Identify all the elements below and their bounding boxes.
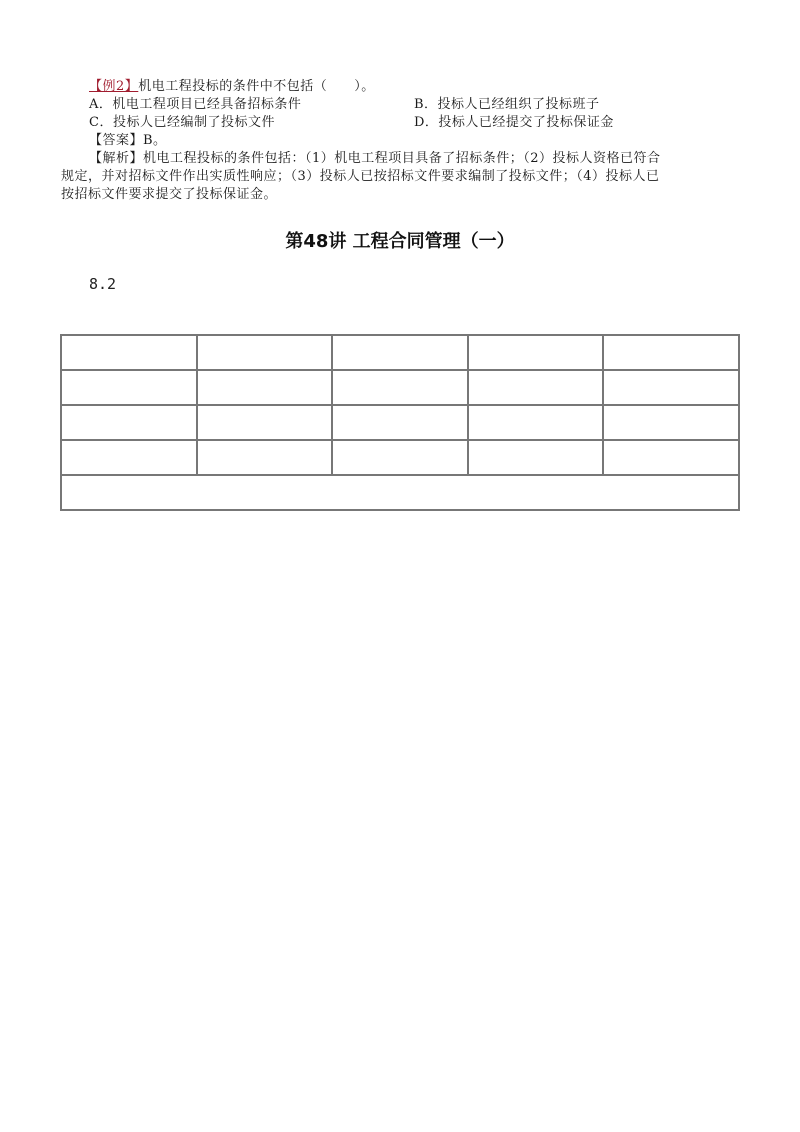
table-cell <box>197 335 333 370</box>
table-cell <box>332 335 468 370</box>
question-stem: 机电工程投标的条件中不包括（ ）。 <box>138 79 375 94</box>
section-number: 8.2 <box>89 275 117 293</box>
table-cell <box>603 405 739 440</box>
analysis-line-1: 【解析】机电工程投标的条件包括：（1）机电工程项目具备了招标条件；（2）投标人资格已符合 <box>89 151 661 166</box>
table-cell <box>197 440 333 475</box>
table-cell <box>61 370 197 405</box>
table-cell <box>468 370 604 405</box>
table-cell <box>603 335 739 370</box>
table-cell <box>603 370 739 405</box>
table-cell <box>603 440 739 475</box>
table-row <box>61 335 739 370</box>
option-c: C．投标人已经编制了投标文件 <box>89 115 275 130</box>
option-d: D．投标人已经提交了投标保证金 <box>414 115 614 130</box>
question-stem-line <box>89 78 375 96</box>
lecture-title: 第48讲 工程合同管理（一） <box>285 231 515 252</box>
table-cell <box>332 440 468 475</box>
table-cell <box>332 370 468 405</box>
table-cell <box>197 370 333 405</box>
table-cell <box>61 405 197 440</box>
table-row <box>61 405 739 440</box>
analysis-line-3: 按招标文件要求提交了投标保证金。 <box>61 187 278 202</box>
answer-line: 【答案】B。 <box>89 133 167 148</box>
table-row <box>61 370 739 405</box>
example-tag: 【例2】 <box>89 79 139 94</box>
empty-table <box>60 334 740 511</box>
table-cell <box>468 335 604 370</box>
table-cell <box>197 405 333 440</box>
table-row <box>61 440 739 475</box>
table-footer-cell <box>61 475 739 510</box>
option-b: B．投标人已经组织了投标班子 <box>414 97 600 112</box>
table-footer-row <box>61 475 739 510</box>
table-cell <box>468 440 604 475</box>
table-cell <box>61 440 197 475</box>
table-cell <box>61 335 197 370</box>
table-cell <box>468 405 604 440</box>
table-cell <box>332 405 468 440</box>
analysis-line-2: 规定，并对招标文件作出实质性响应；（3）投标人已按招标文件要求编制了投标文件；（4）投标人已 <box>61 169 660 184</box>
option-a: A．机电工程项目已经具备招标条件 <box>89 97 302 112</box>
